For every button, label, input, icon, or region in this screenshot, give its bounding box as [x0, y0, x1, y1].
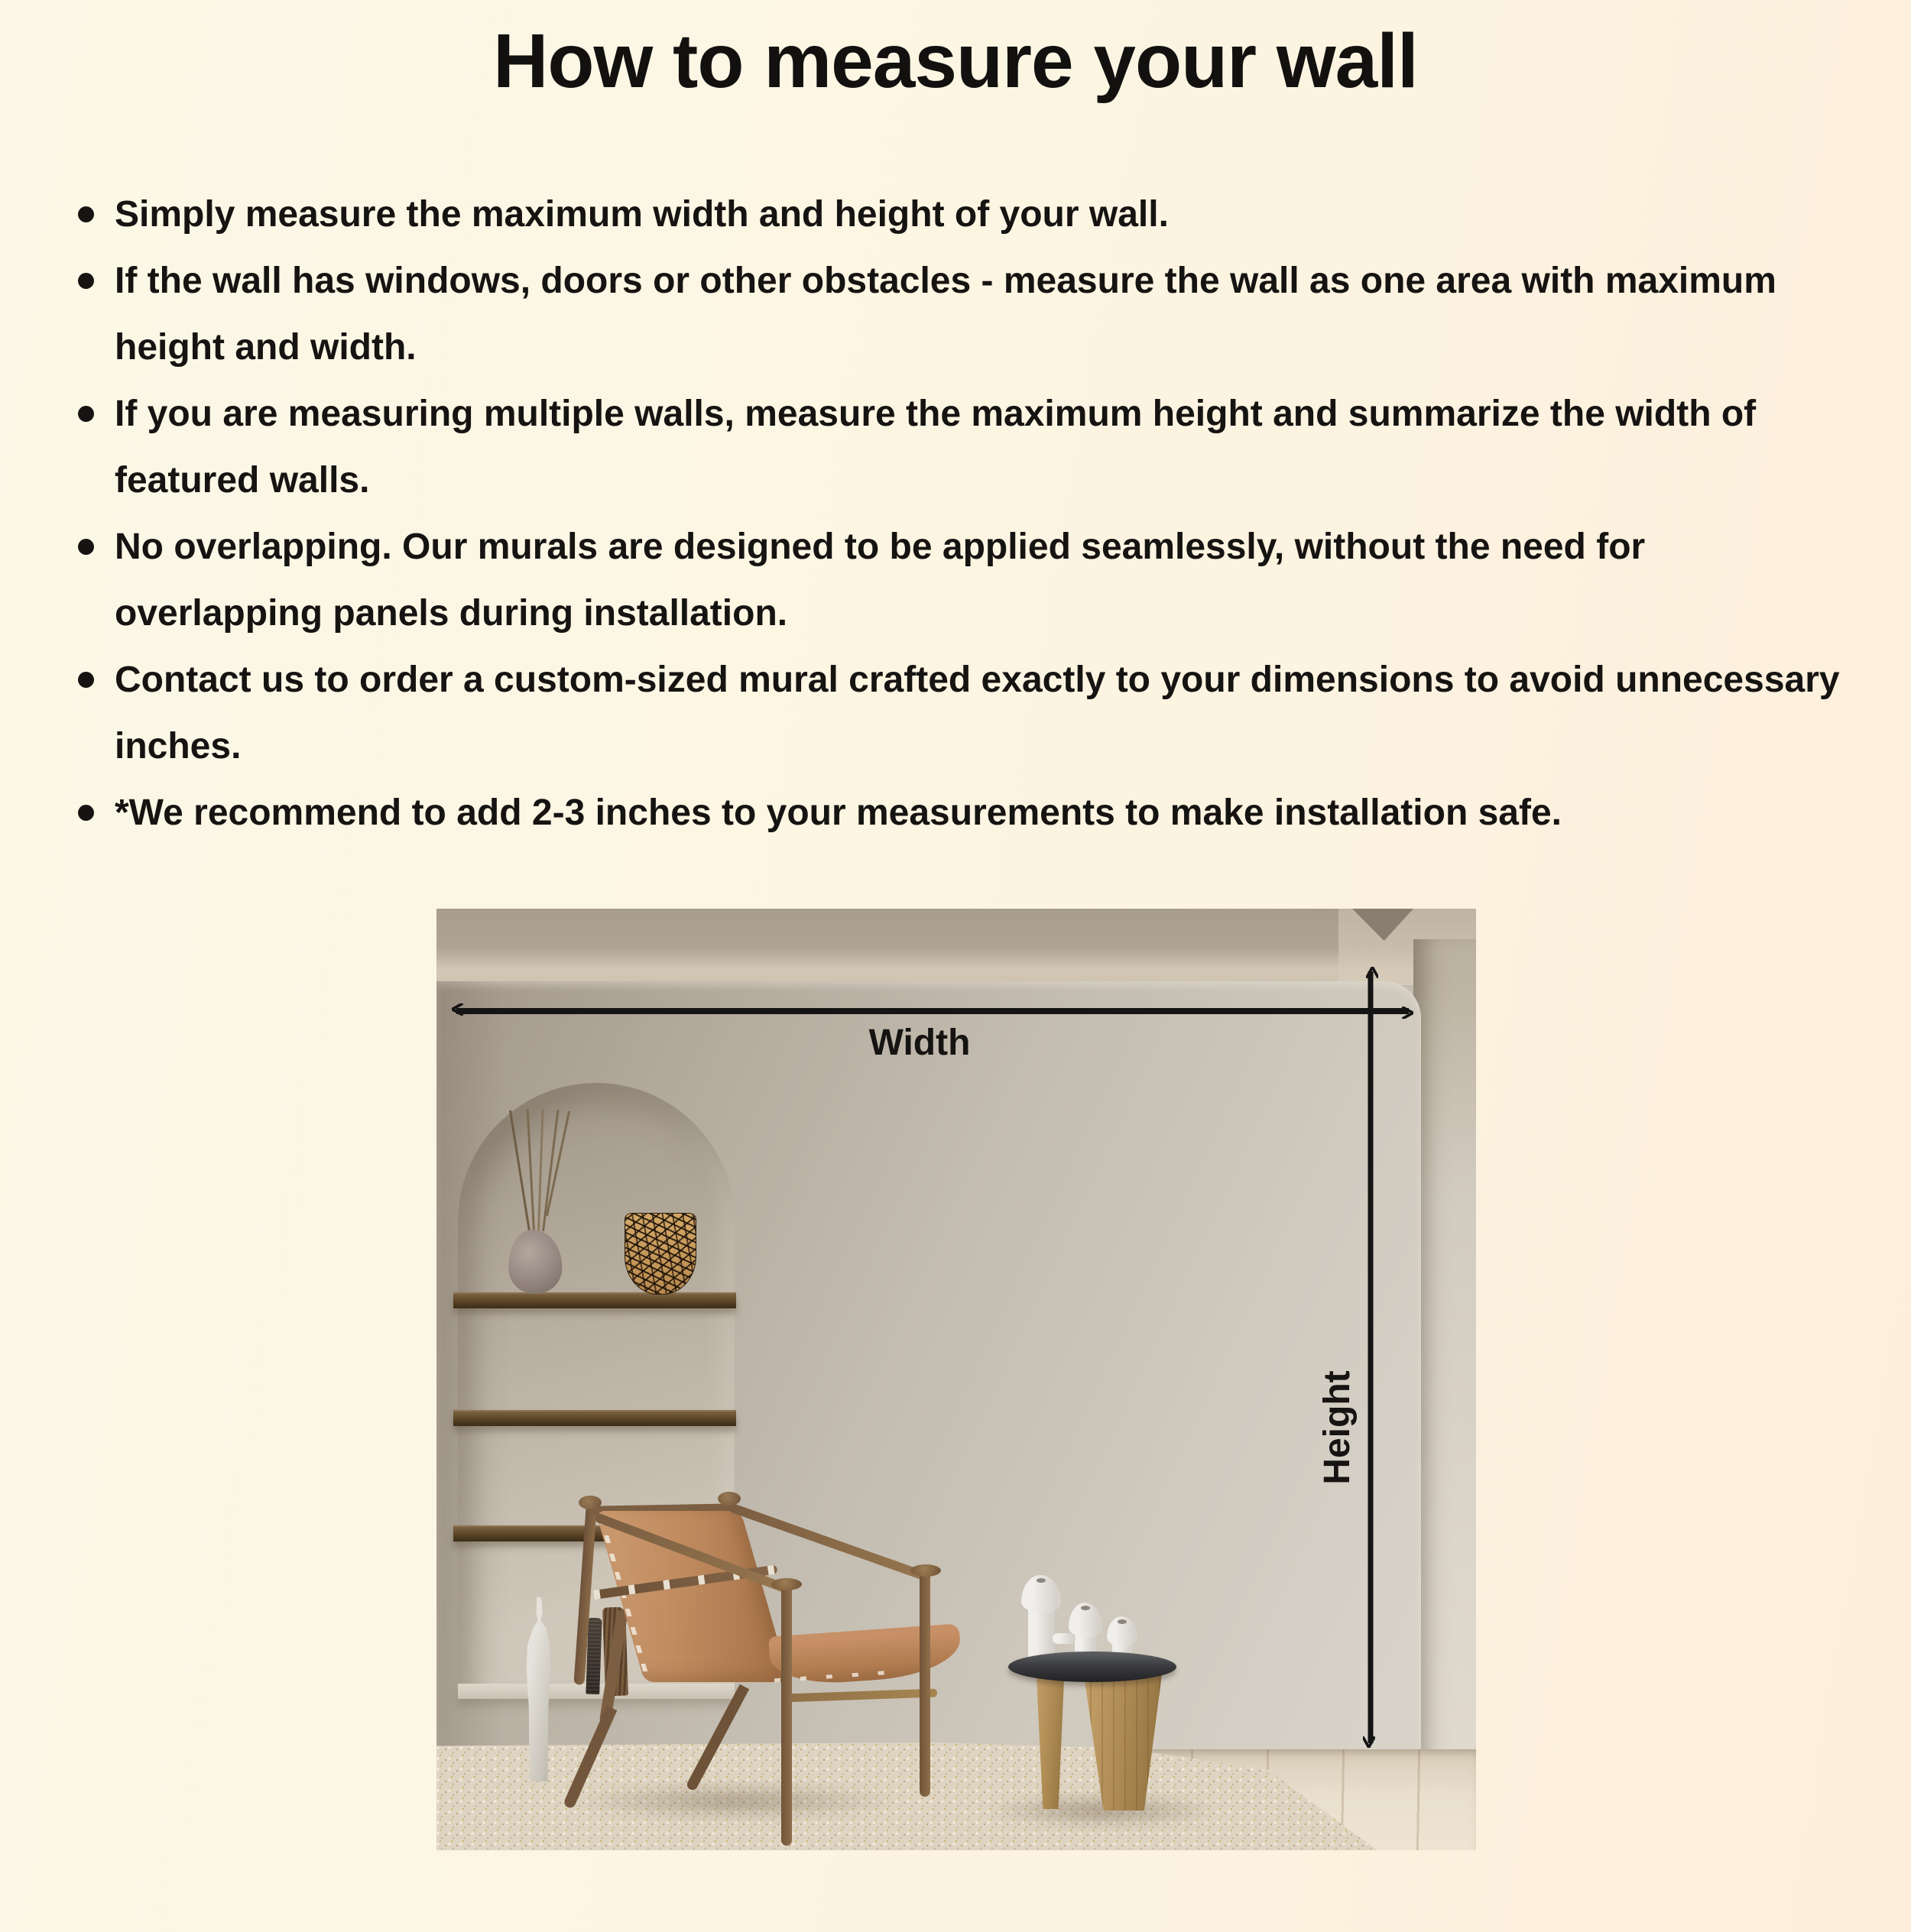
- list-item-text: Simply measure the maximum width and height of your wall.: [115, 194, 1169, 235]
- list-item: [78, 514, 1857, 647]
- width-label: Width: [868, 1023, 971, 1063]
- list-item-text: Contact us to order a custom-sized mural crafted exactly to your dimensions to avoid unnecessary inches.: [115, 660, 1840, 767]
- instruction-list: [0, 181, 1911, 846]
- page-title: How to measure your wall: [493, 18, 1418, 104]
- list-item-text: *We recommend to add 2-3 inches to your measurements to make installation safe.: [115, 793, 1562, 833]
- room-photo: [436, 909, 1476, 1850]
- list-item: [78, 647, 1857, 780]
- list-item-text: If you are measuring multiple walls, measure the maximum height and summarize the width of featured walls.: [115, 394, 1757, 501]
- list-item-text: No overlapping. Our murals are designed to be applied seamlessly, without the need for overlapping panels during installation.: [115, 527, 1646, 634]
- list-item: [78, 780, 1857, 846]
- list-item-text: If the wall has windows, doors or other obstacles - measure the wall as one area with maximum height and width.: [115, 261, 1776, 368]
- list-item: [78, 381, 1857, 514]
- list-item: [78, 181, 1857, 248]
- list-item: [78, 248, 1857, 381]
- height-label: Height: [1317, 1370, 1358, 1485]
